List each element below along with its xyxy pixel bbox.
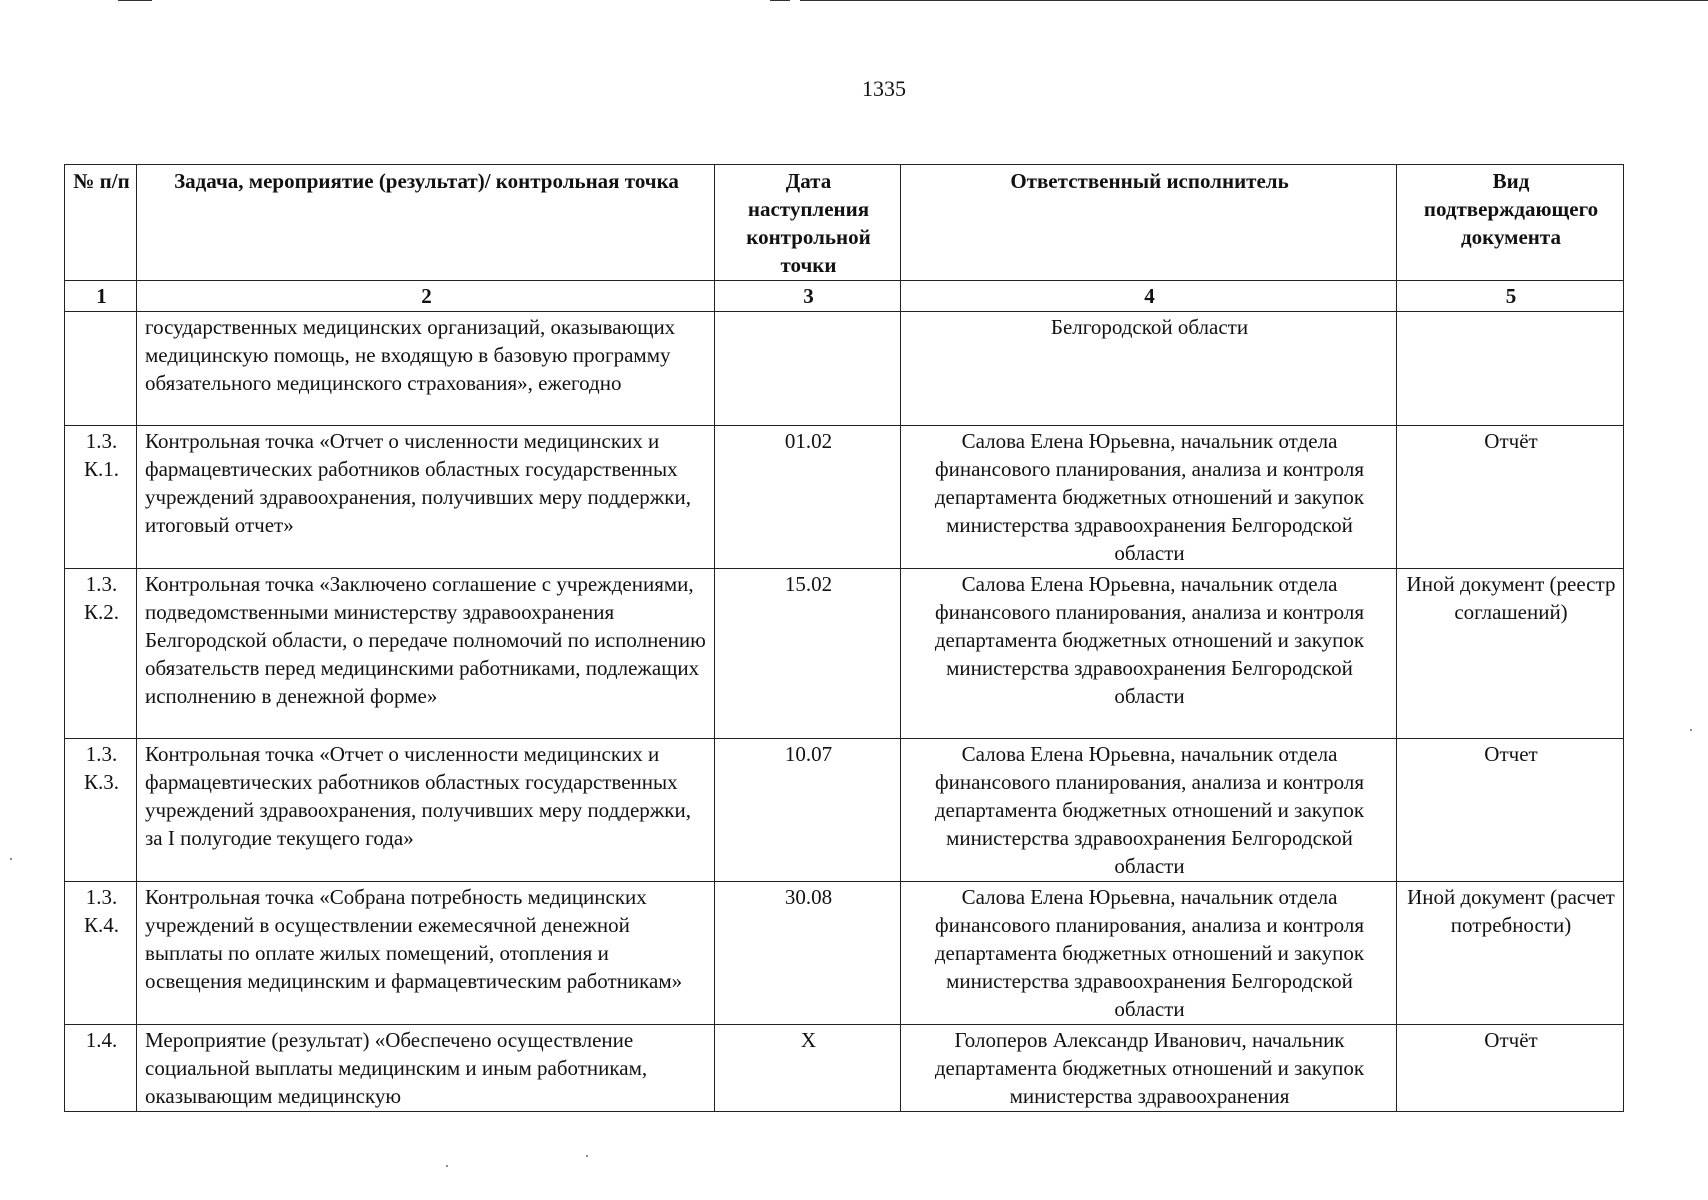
row-executor: Голоперов Александр Иванович, начальник департамента бюджетных отношений и закупок министерства здравоохранения (901, 1025, 1397, 1112)
control-points-table (64, 164, 1624, 1112)
table-row (65, 569, 1624, 739)
scan-speck (1690, 729, 1692, 731)
row-executor: Салова Елена Юрьевна, начальник отдела финансового планирования, анализа и контроля департамента бюджетных отношений и закупок министерства здравоохранения Белгородской области (901, 739, 1397, 882)
table-row (65, 312, 1624, 426)
top-scan-line (770, 0, 790, 1)
header-task: Задача, мероприятие (результат)/ контрольная точка (137, 165, 715, 281)
table-row (65, 426, 1624, 569)
row-date: 15.02 (715, 569, 901, 739)
row-date: Х (715, 1025, 901, 1112)
header-number: № п/п (65, 165, 137, 281)
row-date: 01.02 (715, 426, 901, 569)
header-date: Дата наступления контрольной точки (715, 165, 901, 281)
row-document: Иной документ (реестр соглашений) (1397, 569, 1624, 739)
row-number: 1.4. (65, 1025, 137, 1112)
column-number-row (65, 281, 1624, 312)
column-number: 5 (1397, 281, 1624, 312)
row-task: Контрольная точка «Отчет о численности медицинских и фармацевтических работников областных государственных учреждений здравоохранения, получивших меру поддержки, за I полугодие текущего года» (137, 739, 715, 882)
header-executor: Ответственный исполнитель (901, 165, 1397, 281)
row-number: 1.3. К.3. (65, 739, 137, 882)
row-number: 1.3. К.2. (65, 569, 137, 739)
row-date: 30.08 (715, 882, 901, 1025)
row-executor: Белгородской области (901, 312, 1397, 426)
column-number: 4 (901, 281, 1397, 312)
scan-speck (446, 1165, 448, 1167)
row-task: государственных медицинских организаций, оказывающих медицинскую помощь, не входящую в базовую программу обязательного медицинского страхования», ежегодно (137, 312, 715, 426)
row-document: Иной документ (расчет потребности) (1397, 882, 1624, 1025)
top-scan-line (118, 0, 152, 1)
row-document: Отчет (1397, 739, 1624, 882)
header-row (65, 165, 1624, 281)
table-row (65, 882, 1624, 1025)
column-number: 3 (715, 281, 901, 312)
row-document: Отчёт (1397, 426, 1624, 569)
row-number: 1.3. К.1. (65, 426, 137, 569)
table-row (65, 739, 1624, 882)
table-row (65, 1025, 1624, 1112)
row-executor: Салова Елена Юрьевна, начальник отдела финансового планирования, анализа и контроля департамента бюджетных отношений и закупок министерства здравоохранения Белгородской области (901, 569, 1397, 739)
column-number: 1 (65, 281, 137, 312)
column-number: 2 (137, 281, 715, 312)
row-task: Контрольная точка «Отчет о численности медицинских и фармацевтических работников областных государственных учреждений здравоохранения, получивших меру поддержки, итоговый отчет» (137, 426, 715, 569)
page-number: 1335 (862, 76, 906, 101)
row-document (1397, 312, 1624, 426)
row-number (65, 312, 137, 426)
top-scan-line (800, 0, 1708, 1)
row-task: Контрольная точка «Собрана потребность медицинских учреждений в осуществлении ежемесячной денежной выплаты по оплате жилых помещений, отопления и освещения медицинским и фармацевтическим работникам» (137, 882, 715, 1025)
row-executor: Салова Елена Юрьевна, начальник отдела финансового планирования, анализа и контроля департамента бюджетных отношений и закупок министерства здравоохранения Белгородской области (901, 426, 1397, 569)
header-document: Вид подтверждающего документа (1397, 165, 1624, 281)
row-task: Контрольная точка «Заключено соглашение с учреждениями, подведомственными министерству здравоохранения Белгородской области, о передаче полномочий по исполнению обязательств перед медицинскими работниками, подлежащих исполнению в денежной форме» (137, 569, 715, 739)
scan-speck (10, 858, 12, 860)
row-task: Мероприятие (результат) «Обеспечено осуществление социальной выплаты медицинским и иным работникам, оказывающим медицинскую (137, 1025, 715, 1112)
row-date: 10.07 (715, 739, 901, 882)
row-date (715, 312, 901, 426)
row-number: 1.3. К.4. (65, 882, 137, 1025)
row-executor: Салова Елена Юрьевна, начальник отдела финансового планирования, анализа и контроля департамента бюджетных отношений и закупок министерства здравоохранения Белгородской области (901, 882, 1397, 1025)
row-document: Отчёт (1397, 1025, 1624, 1112)
scan-speck (586, 1155, 588, 1157)
